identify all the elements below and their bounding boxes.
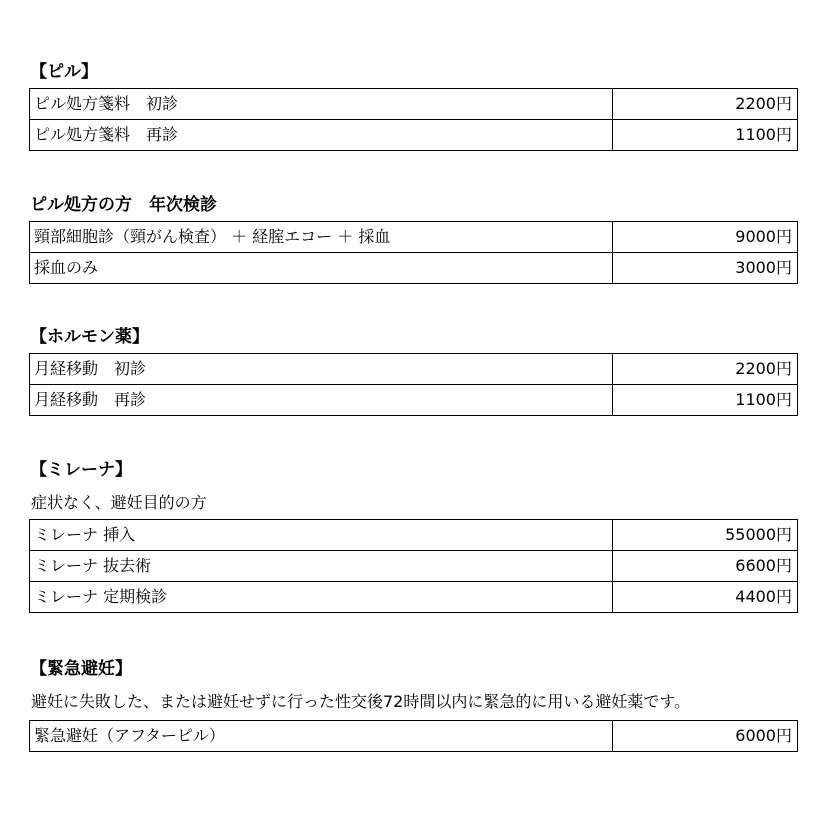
table-row [30, 385, 798, 416]
item-label: 頸部細胞診（頸がん検査） ＋ 経腟エコー ＋ 採血 [30, 222, 613, 253]
table-row [30, 582, 798, 613]
table-row [30, 520, 798, 551]
item-label: ミレーナ 抜去術 [30, 551, 613, 582]
item-price: 2200円 [613, 89, 798, 120]
table-row [30, 222, 798, 253]
item-label: 月経移動 初診 [30, 354, 613, 385]
item-price: 2200円 [613, 354, 798, 385]
table-row [30, 721, 798, 752]
item-price: 6600円 [613, 551, 798, 582]
section-note-emergency: 避妊に失敗した、または避妊せずに行った性交後72時間以内に緊急的に用いる避妊薬です。 [31, 692, 691, 711]
price-table-pill [29, 88, 798, 151]
item-label: ピル処方箋料 再診 [30, 120, 613, 151]
item-label: 採血のみ [30, 253, 613, 284]
price-table-annual-checkup [29, 221, 798, 284]
item-label: 緊急避妊（アフターピル） [30, 721, 613, 752]
item-price: 1100円 [613, 385, 798, 416]
table-row [30, 89, 798, 120]
item-price: 1100円 [613, 120, 798, 151]
price-table-emergency [29, 720, 798, 752]
item-label: ミレーナ 定期検診 [30, 582, 613, 613]
price-table-mirena [29, 519, 798, 613]
item-price: 6000円 [613, 721, 798, 752]
item-price: 55000円 [613, 520, 798, 551]
item-price: 3000円 [613, 253, 798, 284]
table-row [30, 354, 798, 385]
section-heading-annual-checkup: ピル処方の方 年次検診 [30, 195, 217, 215]
section-note-mirena: 症状なく、避妊目的の方 [31, 493, 207, 512]
item-price: 9000円 [613, 222, 798, 253]
section-heading-pill: 【ピル】 [30, 62, 98, 82]
table-row [30, 120, 798, 151]
item-label: ミレーナ 挿入 [30, 520, 613, 551]
item-label: 月経移動 再診 [30, 385, 613, 416]
table-row [30, 551, 798, 582]
section-heading-mirena: 【ミレーナ】 [30, 460, 132, 480]
item-price: 4400円 [613, 582, 798, 613]
section-heading-emergency: 【緊急避妊】 [30, 659, 132, 679]
price-table-hormone [29, 353, 798, 416]
item-label: ピル処方箋料 初診 [30, 89, 613, 120]
table-row [30, 253, 798, 284]
section-heading-hormone: 【ホルモン薬】 [30, 327, 149, 347]
